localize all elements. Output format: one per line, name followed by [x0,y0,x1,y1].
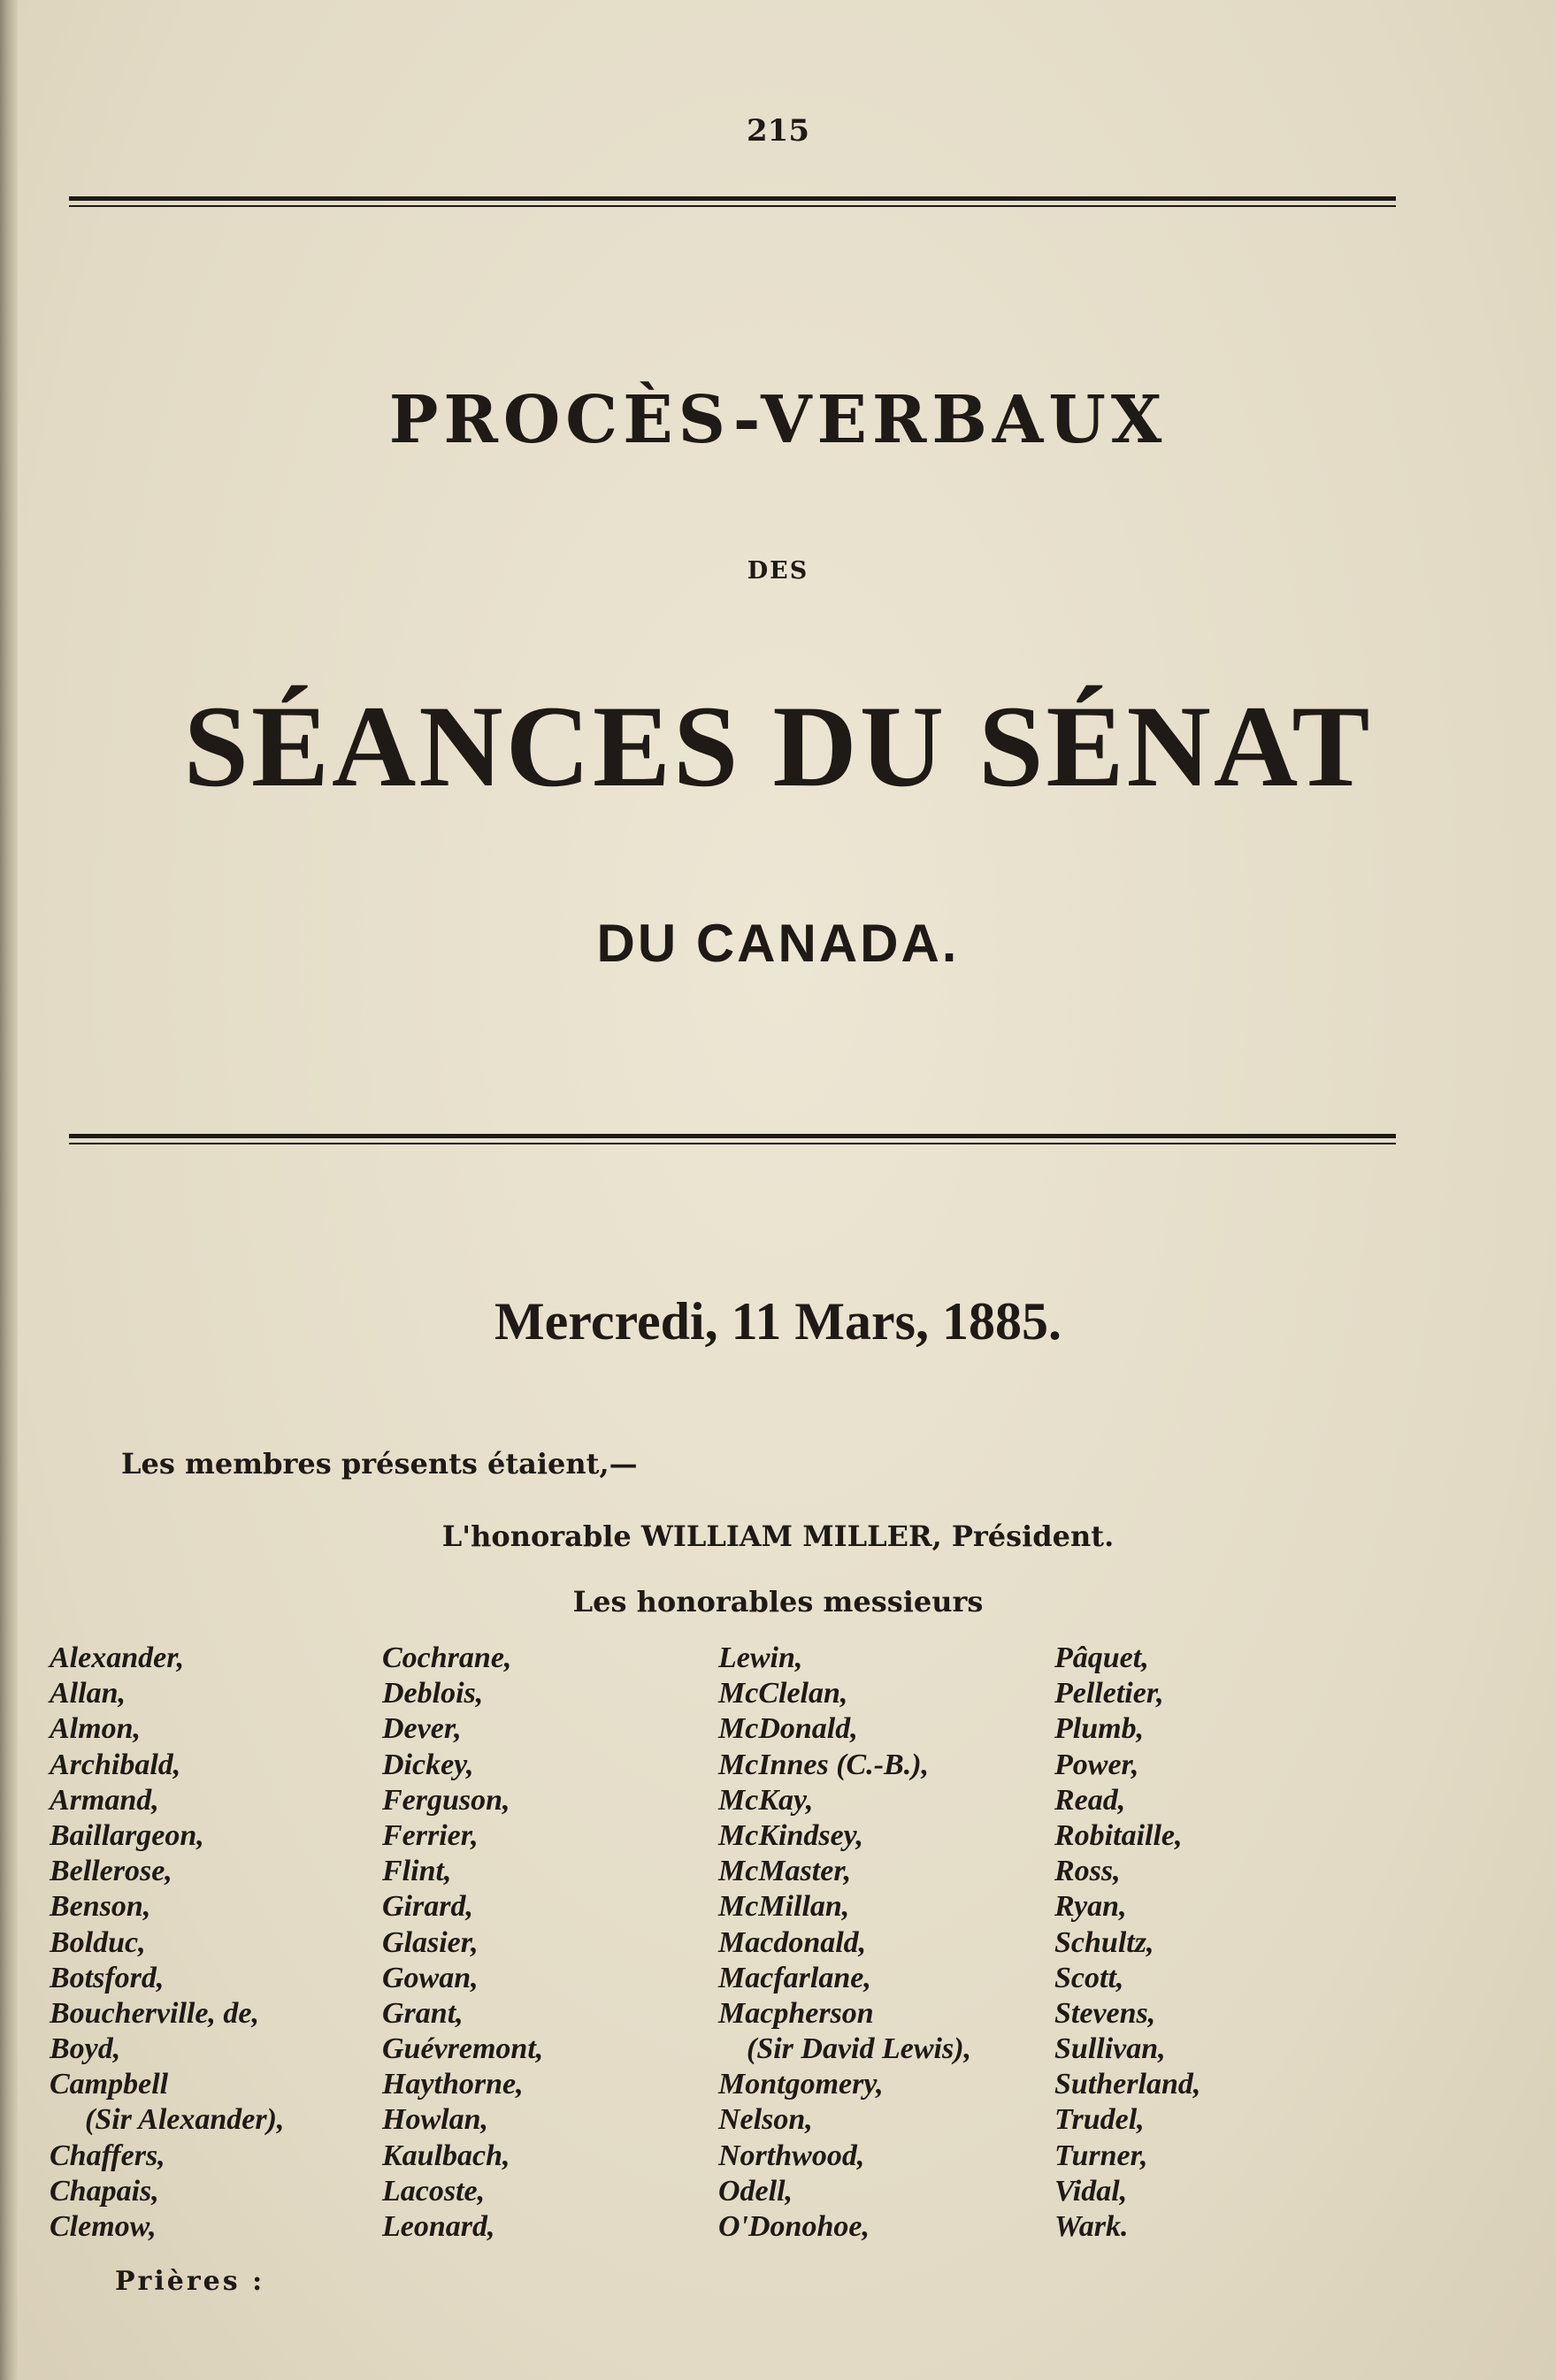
member-name: McMillan, [718,1890,850,1924]
member-name: Ferguson, [382,1783,510,1817]
member-name: Benson, [50,1890,151,1924]
member-name: Dickey, [382,1748,474,1781]
member-name: Montgomery, [718,2068,884,2101]
member-name: McDonald, [718,1712,858,1746]
page-number: 215 [747,113,809,149]
member-name: Vidal, [1054,2174,1128,2208]
member-name: Ryan, [1054,1890,1127,1924]
member-name: Sutherland, [1054,2068,1201,2101]
member-name: Lacoste, [382,2174,486,2208]
member-name: Power, [1054,1748,1139,1781]
member-name: Leonard, [382,2210,495,2243]
member-name: McMaster, [718,1855,852,1888]
member-name: Wark. [1054,2210,1129,2243]
member-column-4 [1054,1641,1200,2245]
member-name: Archibald, [50,1748,181,1781]
member-name: Ferrier, [382,1818,479,1852]
member-name: (Sir David Lewis), [747,2032,972,2066]
member-name: Turner, [1054,2139,1148,2172]
member-name: Flint, [382,1855,452,1888]
member-name: Gowan, [382,1961,479,1994]
member-name: Armand, [50,1783,159,1817]
member-name: Nelson, [718,2103,813,2137]
member-name: McKay, [718,1783,814,1817]
member-name: Kaulbach, [382,2139,510,2172]
member-name: Boyd, [50,2032,121,2066]
member-name: Chapais, [50,2174,159,2208]
member-name: McInnes (C.-B.), [718,1748,930,1781]
member-name: Trudel, [1054,2103,1145,2137]
member-name: Scott, [1054,1961,1124,1994]
president-line: L'honorable WILLIAM MILLER, Président. [441,1519,1115,1553]
member-name: Dever, [382,1712,462,1746]
member-name: Macfarlane, [718,1961,871,1994]
session-date: Mercredi, 11 Mars, 1885. [494,1292,1062,1351]
member-name: Northwood, [718,2139,865,2172]
member-name: Boucherville, de, [50,1996,260,2030]
member-name: Pelletier, [1054,1677,1164,1710]
member-name: Bellerose, [50,1855,172,1888]
member-column-1 [50,1641,284,2245]
member-name: Glasier, [382,1925,479,1959]
title-proces-verbaux: PROCÈS-VERBAUX [388,382,1168,458]
member-name: Pâquet, [1054,1642,1149,1674]
member-name: McKindsey, [718,1818,864,1852]
binding-gutter [0,0,18,2380]
member-column-3 [718,1641,971,2245]
member-name: Guévremont, [382,2032,544,2066]
member-name: Macpherson [718,1996,874,2030]
member-name: Almon, [50,1712,141,1746]
member-name: Lewin, [718,1642,803,1674]
top-double-rule [69,196,1396,207]
member-name: Ross, [1054,1855,1121,1888]
member-name: Baillargeon, [50,1818,204,1852]
title-du-canada: DU CANADA. [596,914,960,973]
member-name: Odell, [718,2174,793,2208]
member-column-2 [382,1641,543,2245]
member-name: Plumb, [1054,1712,1145,1746]
member-name: Cochrane, [382,1642,512,1674]
member-name: O'Donohoe, [718,2210,870,2243]
member-name: Schultz, [1054,1925,1154,1959]
member-name: Howlan, [382,2103,488,2137]
member-name: Bolduc, [50,1925,146,1959]
middle-double-rule [69,1134,1396,1144]
member-name: Robitaille, [1054,1818,1183,1852]
member-name: Read, [1054,1783,1126,1817]
member-name: (Sir Alexander), [85,2103,285,2137]
member-name: McClelan, [718,1677,848,1710]
member-name: Campbell [50,2068,169,2101]
member-name: Clemow, [50,2210,157,2243]
title-des: DES [747,557,809,585]
member-name: Alexander, [50,1642,185,1674]
member-name: Girard, [382,1890,473,1924]
member-name: Grant, [382,1996,464,2030]
member-name: Deblois, [382,1677,484,1710]
member-name: Botsford, [50,1961,165,1994]
member-name: Chaffers, [50,2139,165,2172]
title-seances-du-senat: SÉANCES DU SÉNAT [183,681,1373,811]
member-name: Sullivan, [1054,2032,1166,2066]
member-name: Stevens, [1054,1996,1156,2030]
honorables-heading: Les honorables messieurs [572,1585,984,1619]
member-name: Haythorne, [382,2068,524,2101]
member-name: Macdonald, [718,1925,867,1959]
prieres-heading: Prières : [115,2266,265,2297]
member-name: Allan, [50,1677,126,1710]
members-present-heading: Les membres présents étaient,— [121,1447,638,1481]
